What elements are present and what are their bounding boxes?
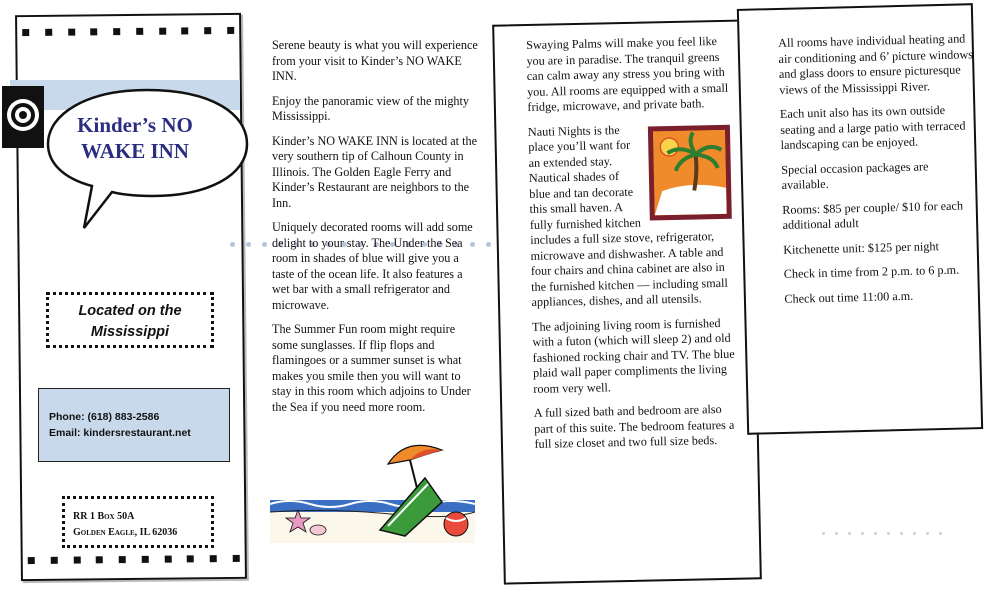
- address-box: [62, 496, 214, 548]
- special-packages-paragraph: Special occasion packages are available.: [781, 158, 929, 192]
- amenities-column: [778, 31, 981, 316]
- palm-tree-icon: [648, 124, 732, 220]
- bath-bedroom-paragraph: A full sized bath and bedroom are also part of this suite. The bedroom features a full size closet and two full size beds.: [533, 401, 735, 451]
- filmstrip-top: [22, 27, 234, 37]
- target-icon: [2, 86, 44, 148]
- panorama-paragraph: Enjoy the panoramic view of the mighty Mississippi.: [272, 93, 469, 123]
- intro-paragraph: Serene beauty is what you will experience from your visit to Kinder’s NO WAKE INN.: [272, 38, 478, 83]
- contact-box: [38, 388, 230, 462]
- nauti-nights-paragraph: Nauti Nights is the place you’ll want for an extended stay. Nautical shades of blue and tan decorate this small haven. A fully furnished kitchen includes a full size stove, refrigerator, microwave and dishwasher. A table and four chairs and china cabinet are also in the furnished kitchen — including small appliances, dishes, and all utensils.: [527, 122, 728, 309]
- inn-title-line2: WAKE INN: [81, 139, 189, 163]
- room-rates: Rooms: $85 per couple/ $10 for each additional adult: [782, 198, 964, 232]
- living-room-paragraph: The adjoining living room is furnished with a futon (which will sleep 2) and old fashioned rocking chair and TV. The blue plaid wall paper compliments the living room very well.: [531, 315, 735, 396]
- location-paragraph: Kinder’s NO WAKE INN is located at the very southern tip of Calhoun County in Illinois. The Golden Eagle Ferry and Kinder’s Restaurant are neighbors to the Inn.: [272, 133, 477, 210]
- rooms-column: [526, 34, 743, 462]
- summer-fun-paragraph: The Summer Fun room might require some sunglasses. If flip flops and flamingoes or a summer sunset is what makes you smile then you will want to stay in this room which adjoins to Under the Sea if you need more room.: [272, 322, 471, 414]
- outside-seating-paragraph: Each unit also has its own outside seating and a large patio with terraced landscaping can be enjoyed.: [779, 102, 966, 152]
- inn-title: [50, 112, 220, 164]
- kitchenette-rate: Kitchenette unit: $125 per night: [783, 238, 940, 257]
- address-line2: Golden Eagle, IL 62036: [73, 527, 178, 538]
- location-line2: Mississippi: [90, 324, 170, 340]
- heating-paragraph: All rooms have individual heating and air conditioning and 6’ picture windows and glass doors to ensure picturesque views of the Mississippi River.: [778, 31, 974, 97]
- faint-dots: [822, 532, 942, 535]
- phone-text: Phone: (618) 883-2586: [49, 411, 160, 423]
- under-the-sea-paragraph: Uniquely decorated rooms will add some delight to your stay. The Under the Sea room in shades of blue will give you a taste of the ocean life. It also features a wet bar with a small refrigerator and microwave.: [272, 220, 473, 312]
- location-box: [46, 292, 214, 348]
- beach-umbrella-icon: [270, 438, 475, 543]
- email-text: Email: kindersrestaurant.net: [49, 427, 191, 439]
- inn-title-line1: Kinder’s NO: [77, 113, 193, 137]
- swaying-palms-paragraph: Swaying Palms will make you feel like you are in paradise. The tranquil greens can calm away any stress you bring with you. All rooms are equipped with a small fridge, microwave, and private bath.: [526, 34, 729, 114]
- location-line1: Located on the: [78, 303, 182, 319]
- filmstrip-bottom: [28, 555, 240, 565]
- address-line1: RR 1 Box 50A: [73, 511, 135, 522]
- check-out-time: Check out time 11:00 a.m.: [784, 288, 914, 306]
- intro-column: [272, 38, 480, 424]
- check-in-time: Check in time from 2 p.m. to 6 p.m.: [783, 262, 960, 281]
